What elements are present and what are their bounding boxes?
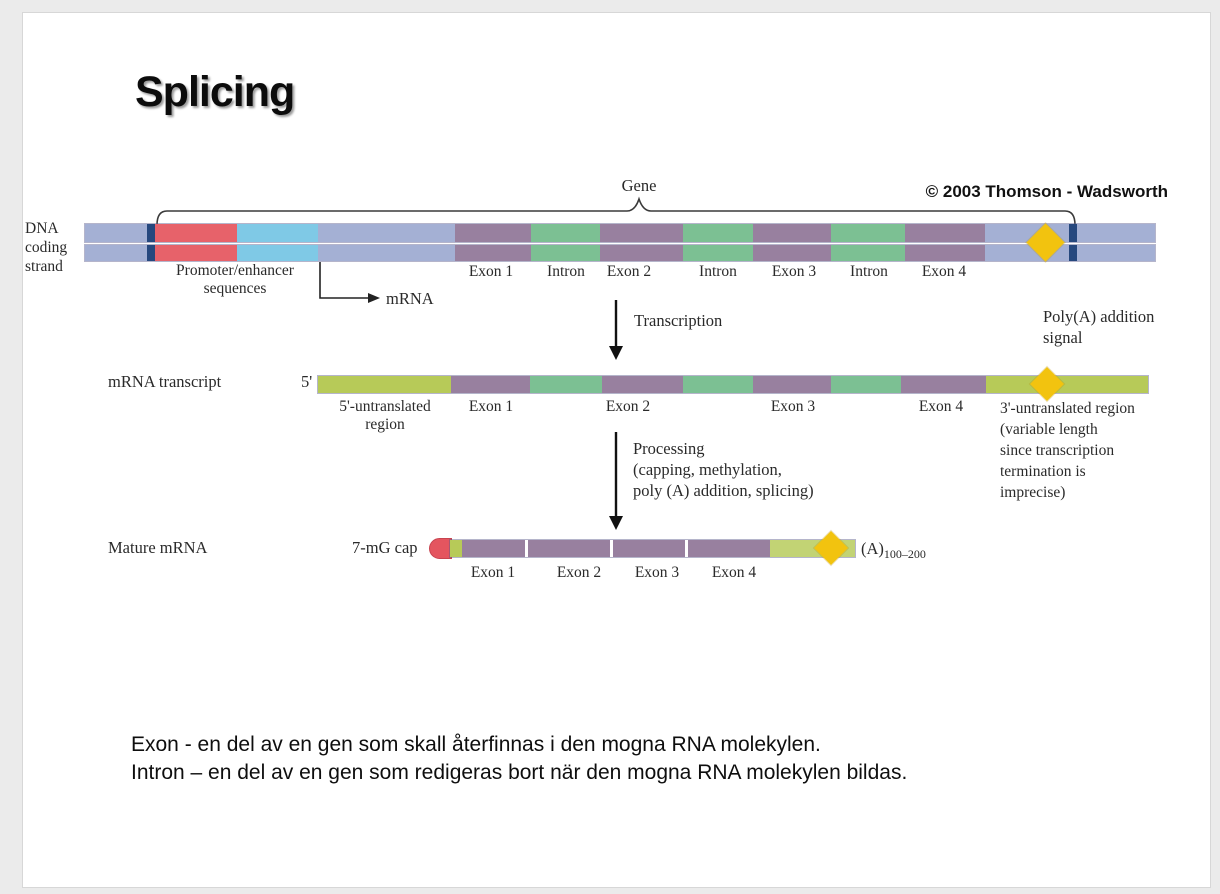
segment-periwinkle [318,245,455,261]
gene-bracket [157,199,1075,225]
segment-periwinkle [1077,224,1155,242]
segment-label: Intron [850,263,888,280]
segment-purple [600,224,683,242]
promoter-label-line: sequences [203,280,267,297]
dna-label-line: DNA [25,220,59,237]
segment-red [155,224,237,242]
segment-skyblue [237,224,318,242]
polya-tail-label [861,539,926,562]
segment-navy [1069,245,1077,261]
segment-purple [455,245,531,261]
dna-bar-top [85,224,1155,242]
segment-label: Intron [699,263,737,280]
segment-green [530,376,602,393]
utr3-label-line: since transcription [1000,442,1115,459]
transcription-label: Transcription [634,311,723,330]
segment-label: Exon 1 [468,398,514,415]
five-prime-label: 5' [301,372,313,391]
polya-tail-text: (A) [861,539,884,558]
segment-purple [901,376,986,393]
segment-label: Exon 2 [556,564,602,581]
segment-periwinkle [85,224,147,242]
segment-label: Exon 2 [605,398,651,415]
segment-label: Exon 1 [470,564,516,581]
segment-green [531,224,600,242]
segment-purple [753,224,831,242]
segment-label: Exon 2 [606,263,652,280]
dna-bar-bottom [85,245,1155,261]
segment-purple [753,376,831,393]
segment-label: Intron [547,263,585,280]
segment-utr [318,376,451,393]
segment-navy [147,224,155,242]
segment-purple [600,245,683,261]
utr3-label-line: imprecise) [1000,484,1066,501]
definitions-block [131,731,907,786]
utr5-label-line: 5'-untranslated [339,398,431,415]
gene-label-text: Gene [621,176,657,195]
segment-navy [147,245,155,261]
segment-purple [451,376,530,393]
segment-purple [613,540,685,557]
segment-green [831,245,905,261]
segment-green [683,376,753,393]
processing-label [633,438,814,501]
utr3-label-line: (variable length [1000,421,1098,438]
mature-mrna-bar [450,540,855,557]
promoter-label [176,262,353,298]
segment-purple [905,224,985,242]
segment-green [831,224,905,242]
transcription-arrowhead [609,346,623,360]
segment-navy [1069,224,1077,242]
processing-arrowhead [609,516,623,530]
polya-tail-subscript: 100–200 [883,547,926,561]
segment-label: Exon 3 [634,564,680,581]
exon-definition: Exon - en del av en gen som skall återfinnas i den mogna RNA molekylen. [131,733,821,756]
segment-purple [455,224,531,242]
segment-utr [986,376,1148,393]
utr5-label-line: region [365,416,405,433]
segment-skyblue [237,245,318,261]
segment-green [531,245,600,261]
segment-purple [528,540,610,557]
utr3-label [1000,398,1135,503]
mrna-transcript-bar [318,376,1148,393]
polya-signal-line: signal [1043,328,1083,347]
segment-utr [450,540,462,557]
promoter-label-line: Promoter/enhancer [176,262,294,279]
7mg-cap-shape [429,538,452,559]
dna-label-line: coding [25,239,68,256]
segment-purple [688,540,770,557]
segment-purple [462,540,525,557]
segment-periwinkle [1077,245,1155,261]
intron-definition: Intron – en del av en gen som redigeras bort när den mogna RNA molekylen bildas. [131,760,908,784]
segment-green [831,376,901,393]
mrna-transcript-label: mRNA transcript [108,372,222,391]
cap-label: 7-mG cap [352,538,418,557]
polya-signal-line: Poly(A) addition [1043,307,1155,326]
mrna-pointer-label: mRNA [386,289,434,308]
utr3-label-line: 3'-untranslated region [1000,400,1135,417]
segment-purple [753,245,831,261]
copyright-text: © 2003 Thomson - Wadsworth [925,182,1168,201]
processing-label-line: (capping, methylation, [633,460,782,479]
mature-segment-labels [0,564,1220,584]
segment-periwinkle [318,224,455,242]
utr5-label [339,398,476,434]
segment-label: Exon 3 [770,398,816,415]
mrna-pointer-arrowhead [368,293,380,303]
segment-green [683,245,753,261]
page-title: Splicing [135,68,295,116]
segment-green [683,224,753,242]
dna-label-line: strand [25,258,63,275]
segment-label: Exon 4 [921,263,967,280]
segment-red [155,245,237,261]
segment-purple [602,376,683,393]
segment-label: Exon 3 [771,263,817,280]
polya-signal-label [1043,306,1154,348]
segment-label: Exon 4 [711,564,757,581]
utr3-label-line: termination is [1000,463,1086,480]
processing-label-line: Processing [633,439,705,458]
processing-label-line: poly (A) addition, splicing) [633,481,814,500]
segment-label: Exon 4 [918,398,964,415]
mature-mrna-label: Mature mRNA [108,538,208,557]
segment-periwinkle [85,245,147,261]
segment-purple [905,245,985,261]
segment-label: Exon 1 [468,263,514,280]
